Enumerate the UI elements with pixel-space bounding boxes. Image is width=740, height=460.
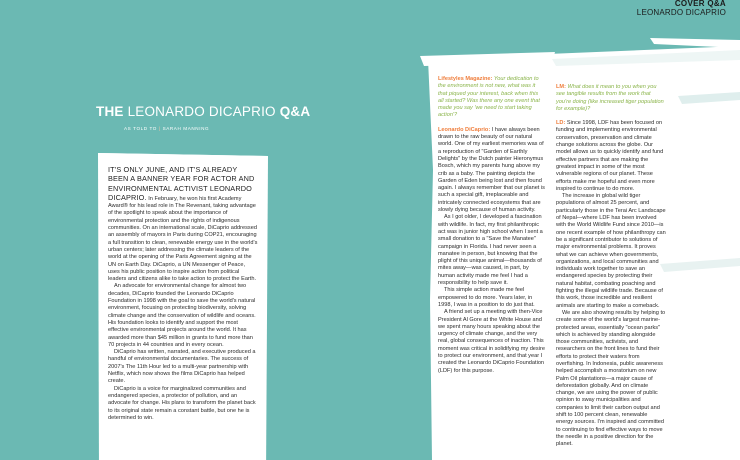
section-label: COVER Q&A [674, 0, 726, 8]
body-paragraph: This simple action made me feel empowered to do more. Years later, in 1998, I was in a position to do just that. [438, 287, 535, 308]
question-2 [556, 84, 666, 113]
byline-author: SARAH MANNING [162, 126, 210, 131]
question-label: Lifestyles Magazine: [438, 76, 493, 82]
byline-separator: | [158, 126, 161, 131]
intro-rest: In February, he won his first Academy Award® for his lead role in The Revenant, taking advantage of the spotlight to speak about the importance of environmental protection and the rights of indigenous communities. On an international scale, DiCaprio addressed an assembly of mayors in Paris during COP21, encouraging a full transition to clean, renewable energy use in the world's urban centers; later addressing the climate leaders of the world at the opening of the Paris Agreement signing at the UN on Earth Day. DiCaprio, a UN Messenger of Peace, uses his public position to inspire action from political leaders and citizens alike to take action to protect the Earth. [108, 195, 258, 283]
byline [124, 126, 209, 131]
right-column [556, 84, 666, 449]
answer-2 [556, 120, 666, 193]
question-text: What does it mean to you when you see tangible results from the work that you're doing (like increased tiger population for example)? [556, 84, 664, 112]
body-paragraph: An advocate for environmental change for almost two decades, DiCaprio founded the Leonardo DiCaprio Foundation in 1998 with the goal to save the world's natural environment, focusing on protecting biodiversity, solving climate change and the conservation of wildlife and oceans. His foundation looks to identify and support the most effective environmental projects around the world. It has awarded more than $45 million in grants to fund more than 70 projects in 44 countries and in every ocean. [108, 283, 256, 348]
running-header [637, 0, 726, 17]
body-paragraph: DiCaprio is a voice for marginalized communities and endangered species, a protector of pollution, and an advocate for change. His plans to transform the planet back to its original state remain a constant battle, but one he is determined to win. [108, 385, 256, 421]
title-name: LEONARDO DICAPRIO [127, 104, 276, 119]
left-column [108, 166, 258, 422]
body-paragraph: As I got older, I developed a fascination with wildlife. In fact, my first philanthropic act was in junior high school when I sent a small donation to a "Save the Manatee" campaign in Florida. I had never seen a manatee in person, but knowing that the plight of this unique animal—thousands of mites away—was caused, in part, by human activity made me feel I had a responsibility to help save it. [438, 214, 543, 287]
header-name: LEONARDO DICAPRIO [636, 8, 726, 17]
question-1 [438, 76, 545, 120]
answer-label: LD: [556, 120, 566, 127]
answer-1 [438, 127, 545, 215]
body-paragraph: The increase in global wild tiger populations of almost 25 percent, and particularly those in the Terai Arc Landscape of Nepal—where LDF has been involved with the World Wildlife Fund since 2010—is one recent example of how philanthropy can be a significant contributor to solutions of major environmental problems. It proves what we can achieve when governments, organizations, and local communities and individuals work together to save an endangered species by protecting their natural habitat, combating poaching and fighting the illegal wildlife trade. Because of this work, those incredible and resilient animals are starting to make a comeback. [556, 193, 666, 309]
byline-text: AS TOLD TO [124, 126, 157, 131]
body-paragraph: A friend set up a meeting with then-Vice President Al Gore at the White House and we spent many hours speaking about the urgency of climate change, and the very real, global consequences of inaction. This moment was critical in solidifying my desire to protect our environment, and that year I created the Leonardo DiCaprio Foundation (LDF) for this purpose. [438, 309, 545, 374]
question-text: Your dedication to the environment is not new, what was it that piqued your interest, back when this all started? Was there any one event that made you say 'we need to start taking action'? [438, 76, 540, 119]
answer-text: I have always been drawn to the raw beauty of our natural world. One of my earliest memories was of a reproduction of "Garden of Earthly Delights" by the Dutch painter Hieronymus Bosch, which my parents hung above my crib as a baby. The painting depicts the Garden of Eden being lost and then found again. I always remember that our planet is such a special gift, irreplaceable and intricately connected ecosystems that are slowly dying because of human activity. [438, 126, 545, 214]
intro-paragraph [108, 166, 258, 283]
body-paragraph: We are also showing results by helping to create some of the world's largest marine-protected areas, essentially "ocean parks" which is achieved by standing alongside those communities, activists, and researchers on the front lines to fund their efforts to protect their waters from overfishing. In Indonesia, public awareness helped accomplish a moratorium on new Palm Oil plantations—a major cause of deforestation globally. And on climate change, we are using the power of public opinion to sway municipalities and companies to limit their carbon output and shift to 100 percent clean, renewable energy sources. I'm inspired and committed to continuing to find effective ways to move the needle in a positive direction for the planet. [556, 309, 666, 448]
title-prefix: THE [96, 104, 124, 119]
answer-label: Leonardo DiCaprio: [438, 126, 491, 133]
answer-text: Since 1998, LDF has been focused on funding and implementing environmental conservation, preservation and climate change solutions across the globe. Our model allows us to quickly identify and fund effective partners that are making the greatest impact in some of the most vulnerable regions of our planet. These efforts make me hopeful and even more inspired to continue to do more. [556, 120, 664, 192]
lead-text: IT'S ONLY JUNE, AND IT'S ALREADY BEEN A BANNER YEAR FOR ACTOR AND ENVIRONMENTAL ACTIVIST LEONARDO DICAPRIO. [108, 165, 255, 202]
middle-column [438, 76, 545, 375]
body-paragraph: DiCaprio has written, narrated, and executive produced a handful of environmental documentaries. The success of 2007's The 11th Hour led to a multi-year partnership with Netflix, which now shows the films DiCaprio has helped create. [108, 349, 256, 385]
question-label: LM: [556, 84, 566, 90]
title-suffix: Q&A [279, 104, 311, 119]
page-title [96, 104, 310, 119]
